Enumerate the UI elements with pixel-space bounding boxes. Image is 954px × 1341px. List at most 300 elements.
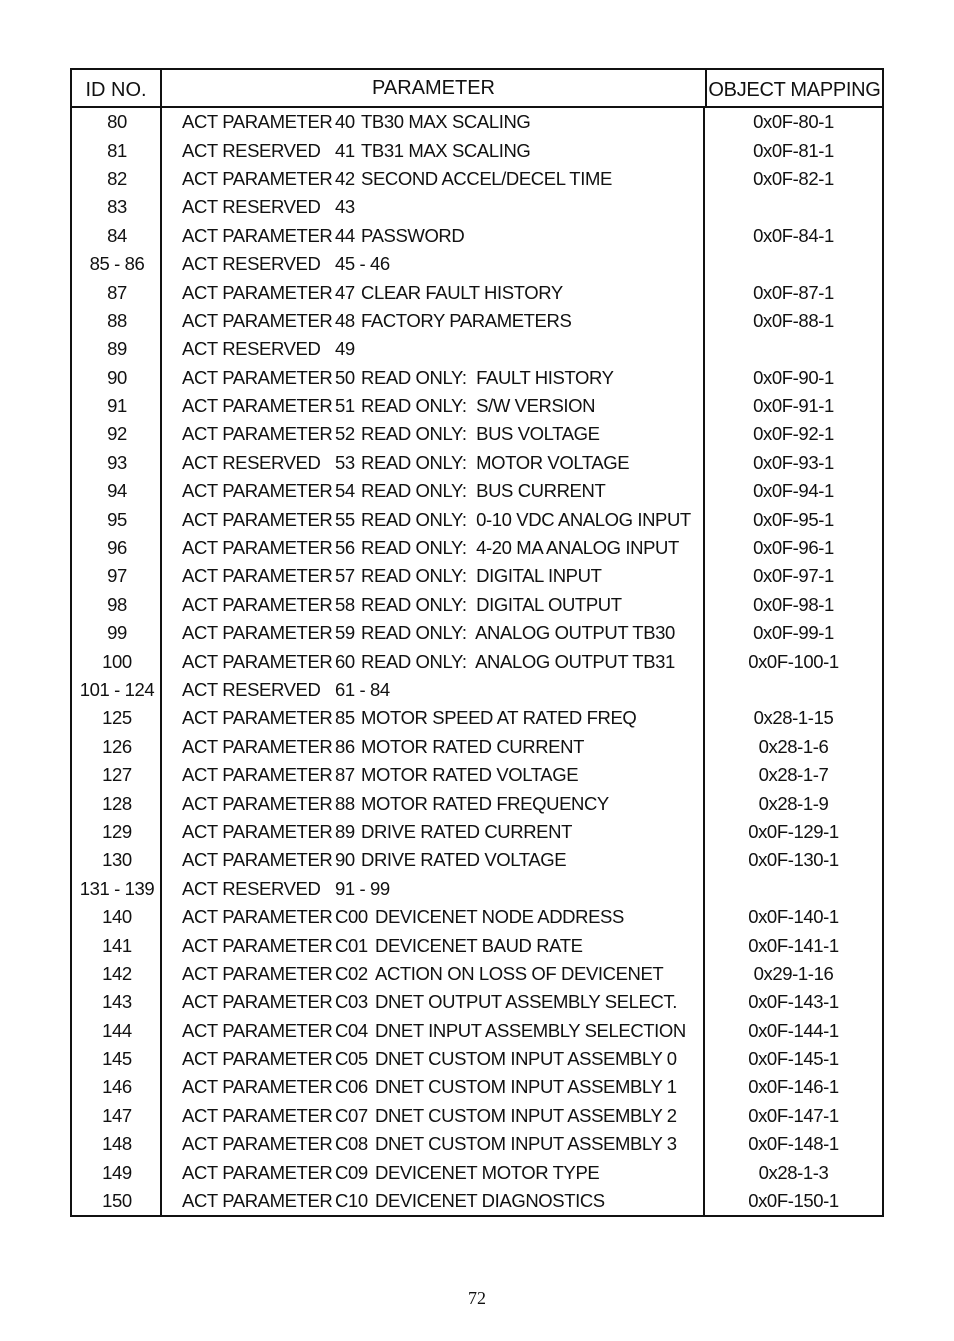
cell-object-mapping (705, 1162, 882, 1184)
cell-param-number-text: 59 (335, 622, 355, 644)
cell-id (72, 1190, 162, 1212)
cell-param-number-text: 50 (335, 366, 355, 388)
cell-object-mapping-text: 0x0F-93-1 (753, 451, 834, 473)
cell-object-mapping-text: 0x0F-147-1 (748, 1104, 839, 1126)
cell-id (72, 764, 162, 786)
cell-object-mapping (705, 764, 882, 786)
cell-group (162, 1162, 335, 1184)
cell-group-text: ACT PARAMETER (182, 395, 333, 417)
cell-group-text: ACT PARAMETER (182, 849, 333, 871)
cell-id-text: 82 (107, 167, 127, 189)
cell-param-name (361, 140, 705, 162)
cell-param-name (361, 225, 705, 247)
cell-object-mapping (705, 282, 882, 304)
cell-param-number (335, 282, 361, 304)
cell-param-number-text: 85 (335, 707, 355, 729)
cell-id (72, 594, 162, 616)
cell-object-mapping-text: 0x0F-94-1 (753, 480, 834, 502)
cell-id (72, 452, 162, 474)
cell-object-mapping-text: 0x0F-84-1 (753, 224, 834, 246)
cell-param-name-text: DNET CUSTOM INPUT ASSEMBLY 0 (375, 1048, 677, 1070)
cell-id (72, 282, 162, 304)
cell-object-mapping-text: 0x28-1-7 (758, 764, 829, 786)
parameter-table (70, 68, 884, 1217)
cell-group-text: ACT PARAMETER (182, 1104, 333, 1126)
cell-object-mapping-text: 0x0F-148-1 (748, 1133, 839, 1155)
cell-param-number-text: 90 (335, 849, 355, 871)
cell-param-number-text: 60 (335, 650, 355, 672)
cell-group (162, 111, 335, 133)
cell-param-number (335, 253, 390, 275)
cell-id (72, 1162, 162, 1184)
cell-group-text: ACT PARAMETER (182, 167, 333, 189)
cell-group (162, 622, 335, 644)
cell-group (162, 764, 335, 786)
cell-param-name-text: READ ONLY: 0-10 VDC ANALOG INPUT (361, 508, 691, 530)
table-row (72, 903, 882, 931)
table-row (72, 789, 882, 817)
cell-object-mapping (705, 991, 882, 1013)
cell-group (162, 225, 335, 247)
cell-param-number-text: C04 (335, 1019, 368, 1041)
cell-object-mapping (705, 140, 882, 162)
cell-param-name (361, 282, 705, 304)
cell-group (162, 1020, 335, 1042)
cell-id-text: 90 (107, 366, 127, 388)
cell-param-name-text: READ ONLY: ANALOG OUTPUT TB30 (361, 622, 675, 644)
cell-id (72, 423, 162, 445)
cell-param-number-text: 51 (335, 395, 355, 417)
cell-object-mapping-text: 0x0F-146-1 (748, 1076, 839, 1098)
cell-object-mapping-text: 0x0F-95-1 (753, 508, 834, 530)
table-row (72, 420, 882, 448)
cell-param-name-text: READ ONLY: 4-20 MA ANALOG INPUT (361, 537, 679, 559)
cell-object-mapping (705, 537, 882, 559)
cell-param-name-text: CLEAR FAULT HISTORY (361, 281, 563, 303)
cell-group (162, 140, 335, 162)
cell-param-number-text: C10 (335, 1190, 368, 1212)
cell-group (162, 168, 335, 190)
cell-param-number-text: C07 (335, 1104, 368, 1126)
cell-param-number (335, 310, 361, 332)
cell-object-mapping (705, 1076, 882, 1098)
cell-id-text: 125 (102, 707, 132, 729)
cell-group-text: ACT PARAMETER (182, 906, 333, 928)
cell-object-mapping-text: 0x0F-92-1 (753, 423, 834, 445)
cell-param-name (361, 764, 705, 786)
cell-group-text: ACT PARAMETER (182, 480, 333, 502)
cell-object-mapping (705, 651, 882, 673)
cell-object-mapping-text: 0x29-1-16 (753, 962, 834, 984)
cell-id-text: 84 (107, 224, 127, 246)
table-row (72, 505, 882, 533)
cell-param-number-text: 54 (335, 480, 355, 502)
table-row (72, 534, 882, 562)
cell-param-name-text: DNET CUSTOM INPUT ASSEMBLY 2 (375, 1104, 677, 1126)
cell-id (72, 679, 162, 701)
table-body (72, 108, 882, 1215)
cell-group (162, 565, 335, 587)
cell-object-mapping-text: 0x0F-144-1 (748, 1019, 839, 1041)
cell-id-text: 85 - 86 (89, 253, 145, 275)
cell-object-mapping-text: 0x28-1-9 (758, 792, 829, 814)
cell-object-mapping-text: 0x28-1-15 (753, 707, 834, 729)
cell-object-mapping (705, 111, 882, 133)
cell-param-name (361, 707, 705, 729)
cell-param-number (335, 1076, 375, 1098)
cell-id-text: 83 (107, 196, 127, 218)
cell-param-number (335, 679, 390, 701)
cell-param-number-text: 88 (335, 792, 355, 814)
cell-group-text: ACT PARAMETER (182, 565, 333, 587)
cell-param-name-text: READ ONLY: ANALOG OUTPUT TB31 (361, 650, 675, 672)
cell-param-name (361, 622, 705, 644)
cell-object-mapping-text: 0x28-1-3 (758, 1161, 829, 1183)
cell-object-mapping (705, 480, 882, 502)
cell-param-number-text: 43 (335, 196, 355, 218)
table-row (72, 1073, 882, 1101)
cell-id-text: 131 - 139 (79, 877, 155, 899)
cell-param-number (335, 1162, 375, 1184)
cell-id (72, 225, 162, 247)
cell-param-name-text: MOTOR RATED CURRENT (361, 735, 584, 757)
table-row (72, 165, 882, 193)
cell-id-text: 80 (107, 111, 127, 133)
cell-param-number-text: 48 (335, 309, 355, 331)
cell-param-number (335, 1133, 375, 1155)
table-row (72, 278, 882, 306)
table-row (72, 108, 882, 136)
cell-param-name (361, 452, 705, 474)
cell-param-name (361, 480, 705, 502)
cell-param-number (335, 140, 361, 162)
cell-group (162, 707, 335, 729)
cell-id-text: 88 (107, 309, 127, 331)
cell-object-mapping (705, 423, 882, 445)
cell-param-name-text: SECOND ACCEL/DECEL TIME (361, 167, 612, 189)
cell-param-number (335, 480, 361, 502)
cell-id-text: 94 (107, 480, 127, 502)
table-row (72, 1017, 882, 1045)
cell-group (162, 679, 335, 701)
cell-id-text: 127 (102, 764, 132, 786)
cell-group-text: ACT RESERVED (182, 139, 321, 161)
cell-param-name-text: READ ONLY: BUS CURRENT (361, 480, 606, 502)
cell-id (72, 935, 162, 957)
cell-group (162, 338, 335, 360)
cell-group (162, 963, 335, 985)
table-row (72, 846, 882, 874)
cell-object-mapping-text: 0x0F-96-1 (753, 537, 834, 559)
cell-object-mapping (705, 168, 882, 190)
table-row (72, 761, 882, 789)
cell-id (72, 707, 162, 729)
table-row (72, 222, 882, 250)
cell-param-number-text: 57 (335, 565, 355, 587)
cell-group (162, 594, 335, 616)
cell-param-name (361, 367, 705, 389)
cell-id-text: 126 (102, 735, 132, 757)
cell-param-number (335, 877, 390, 900)
table-row (72, 307, 882, 335)
cell-param-name (361, 651, 705, 673)
table-row (72, 193, 882, 221)
cell-id (72, 480, 162, 502)
cell-id-text: 147 (102, 1104, 132, 1126)
cell-param-number (335, 111, 361, 133)
cell-object-mapping-text: 0x0F-141-1 (748, 934, 839, 956)
cell-param-name-text: READ ONLY: BUS VOLTAGE (361, 423, 600, 445)
cell-group-text: ACT RESERVED (182, 338, 321, 360)
cell-param-number-text: 45 - 46 (335, 253, 390, 275)
cell-id (72, 253, 162, 275)
cell-id (72, 1133, 162, 1155)
cell-param-number-text: C05 (335, 1048, 368, 1070)
cell-group (162, 253, 335, 275)
cell-group-text: ACT PARAMETER (182, 508, 333, 530)
cell-group (162, 1048, 335, 1070)
cell-id (72, 849, 162, 871)
cell-param-name (361, 736, 705, 758)
cell-id (72, 963, 162, 985)
cell-id (72, 651, 162, 673)
cell-id (72, 367, 162, 389)
cell-object-mapping-text: 0x0F-100-1 (748, 650, 839, 672)
cell-group (162, 849, 335, 871)
cell-group-text: ACT PARAMETER (182, 934, 333, 956)
cell-param-number-text: C01 (335, 934, 368, 956)
cell-id-text: 142 (102, 962, 132, 984)
table-row (72, 960, 882, 988)
cell-group (162, 537, 335, 559)
cell-param-name (361, 168, 705, 190)
cell-group-text: ACT PARAMETER (182, 1161, 333, 1183)
cell-param-name-text: PASSWORD (361, 224, 465, 246)
cell-object-mapping (705, 1020, 882, 1042)
cell-object-mapping (705, 594, 882, 616)
cell-group (162, 991, 335, 1013)
cell-param-number-text: 58 (335, 593, 355, 615)
cell-param-number (335, 509, 361, 531)
cell-id-text: 144 (102, 1019, 132, 1041)
cell-id-text: 149 (102, 1161, 132, 1183)
cell-param-number-text: 55 (335, 508, 355, 530)
cell-param-name-text: DNET CUSTOM INPUT ASSEMBLY 3 (375, 1133, 677, 1155)
cell-param-name (361, 821, 705, 843)
column-divider (160, 108, 162, 1215)
cell-group-text: ACT PARAMETER (182, 792, 333, 814)
cell-param-number (335, 1105, 375, 1127)
cell-param-number-text: 47 (335, 281, 355, 303)
cell-object-mapping-text: 0x0F-80-1 (753, 111, 834, 133)
cell-param-number (335, 849, 361, 871)
cell-id-text: 97 (107, 565, 127, 587)
cell-id (72, 140, 162, 162)
cell-object-mapping (705, 1105, 882, 1127)
cell-param-number-text: C02 (335, 962, 368, 984)
cell-param-name-text: READ ONLY: DIGITAL INPUT (361, 565, 602, 587)
cell-object-mapping (705, 1048, 882, 1070)
cell-param-name-text: READ ONLY: FAULT HISTORY (361, 366, 614, 388)
cell-object-mapping-text: 0x0F-99-1 (753, 622, 834, 644)
cell-param-name-text: DEVICENET MOTOR TYPE (375, 1161, 600, 1183)
cell-param-number (335, 935, 375, 957)
cell-group-text: ACT PARAMETER (182, 593, 333, 615)
cell-id-text: 143 (102, 991, 132, 1013)
cell-id-text: 140 (102, 906, 132, 928)
cell-object-mapping (705, 367, 882, 389)
cell-id (72, 111, 162, 133)
cell-param-number-text: 86 (335, 735, 355, 757)
cell-param-name (361, 111, 705, 133)
cell-id-text: 99 (107, 622, 127, 644)
cell-param-number (335, 906, 375, 928)
cell-group (162, 395, 335, 417)
cell-id-text: 129 (102, 820, 132, 842)
cell-group (162, 651, 335, 673)
cell-id-text: 92 (107, 423, 127, 445)
cell-group (162, 935, 335, 957)
cell-param-name (375, 1048, 705, 1070)
cell-group-text: ACT PARAMETER (182, 1076, 333, 1098)
cell-object-mapping (705, 1133, 882, 1155)
cell-id (72, 395, 162, 417)
cell-param-number (335, 168, 361, 190)
cell-param-name-text: DRIVE RATED CURRENT (361, 820, 572, 842)
table-row (72, 136, 882, 164)
cell-object-mapping (705, 935, 882, 957)
cell-param-number (335, 395, 361, 417)
cell-id (72, 736, 162, 758)
table-row (72, 591, 882, 619)
cell-param-number-text: 49 (335, 338, 355, 360)
cell-param-name (375, 1133, 705, 1155)
cell-group-text: ACT PARAMETER (182, 991, 333, 1013)
cell-object-mapping-text: 0x0F-145-1 (748, 1048, 839, 1070)
cell-param-name (361, 793, 705, 815)
cell-object-mapping (705, 565, 882, 587)
cell-object-mapping-text: 0x28-1-6 (758, 735, 829, 757)
cell-id (72, 906, 162, 928)
cell-object-mapping-text: 0x0F-129-1 (748, 820, 839, 842)
cell-object-mapping (705, 707, 882, 729)
cell-group-text: ACT PARAMETER (182, 1019, 333, 1041)
cell-group (162, 1133, 335, 1155)
table-row (72, 1102, 882, 1130)
cell-object-mapping-text: 0x0F-90-1 (753, 366, 834, 388)
cell-param-number (335, 594, 361, 616)
page-number: 72 (468, 1288, 486, 1308)
cell-param-number (335, 707, 361, 729)
cell-object-mapping-text: 0x0F-88-1 (753, 309, 834, 331)
cell-object-mapping (705, 821, 882, 843)
cell-param-name (375, 1076, 705, 1098)
cell-param-name-text: DNET CUSTOM INPUT ASSEMBLY 1 (375, 1076, 677, 1098)
cell-param-name-text: READ ONLY: S/W VERSION (361, 395, 596, 417)
cell-group (162, 1076, 335, 1098)
cell-group (162, 282, 335, 304)
cell-object-mapping (705, 793, 882, 815)
cell-param-number-text: 41 (335, 139, 355, 161)
cell-id-text: 81 (107, 139, 127, 161)
cell-id-text: 91 (107, 395, 127, 417)
cell-group-text: ACT PARAMETER (182, 764, 333, 786)
cell-id (72, 1105, 162, 1127)
cell-id-text: 148 (102, 1133, 132, 1155)
cell-param-number (335, 821, 361, 843)
header-id: ID NO. (72, 70, 162, 106)
cell-param-name-text: FACTORY PARAMETERS (361, 309, 572, 331)
cell-param-number (335, 196, 361, 218)
table-row (72, 449, 882, 477)
table-row (72, 250, 882, 278)
cell-param-name (375, 1020, 705, 1042)
cell-param-number-text: 40 (335, 111, 355, 133)
cell-id (72, 168, 162, 190)
cell-param-name-text: DEVICENET DIAGNOSTICS (375, 1190, 605, 1212)
table-row (72, 931, 882, 959)
cell-object-mapping (705, 1190, 882, 1212)
table-row (72, 647, 882, 675)
cell-param-name (375, 1105, 705, 1127)
cell-id (72, 1048, 162, 1070)
cell-param-number (335, 651, 361, 673)
cell-id-text: 93 (107, 451, 127, 473)
cell-group (162, 310, 335, 332)
table-row (72, 1158, 882, 1186)
cell-group (162, 1190, 335, 1212)
cell-id (72, 338, 162, 360)
cell-param-number-text: 53 (335, 451, 355, 473)
table-row (72, 1045, 882, 1073)
cell-param-number (335, 537, 361, 559)
cell-param-name-text: READ ONLY: DIGITAL OUTPUT (361, 593, 622, 615)
cell-group-text: ACT PARAMETER (182, 111, 333, 133)
cell-group (162, 480, 335, 502)
cell-group (162, 736, 335, 758)
cell-group-text: ACT PARAMETER (182, 707, 333, 729)
cell-id-text: 101 - 124 (79, 679, 155, 700)
cell-group (162, 367, 335, 389)
cell-id (72, 622, 162, 644)
cell-group-text: ACT PARAMETER (182, 224, 333, 246)
cell-group (162, 1105, 335, 1127)
cell-group (162, 452, 335, 474)
cell-param-number (335, 736, 361, 758)
table-row (72, 988, 882, 1016)
cell-id (72, 991, 162, 1013)
cell-group-text: ACT RESERVED (182, 877, 321, 899)
cell-id (72, 196, 162, 218)
cell-param-name (375, 1162, 705, 1184)
cell-param-number-text: 89 (335, 820, 355, 842)
cell-id-text: 100 (102, 650, 132, 672)
cell-group-text: ACT PARAMETER (182, 366, 333, 388)
cell-param-number (335, 367, 361, 389)
cell-param-number-text: C00 (335, 906, 368, 928)
cell-id (72, 793, 162, 815)
cell-param-number-text: C03 (335, 991, 368, 1013)
cell-object-mapping-text: 0x0F-143-1 (748, 991, 839, 1013)
column-divider (703, 108, 705, 1215)
cell-object-mapping-text: 0x0F-140-1 (748, 906, 839, 928)
cell-param-number (335, 565, 361, 587)
cell-object-mapping-text: 0x0F-97-1 (753, 565, 834, 587)
cell-param-number (335, 764, 361, 786)
cell-object-mapping (705, 452, 882, 474)
cell-id-text: 146 (102, 1076, 132, 1098)
cell-param-name-text: DEVICENET NODE ADDRESS (375, 906, 624, 928)
